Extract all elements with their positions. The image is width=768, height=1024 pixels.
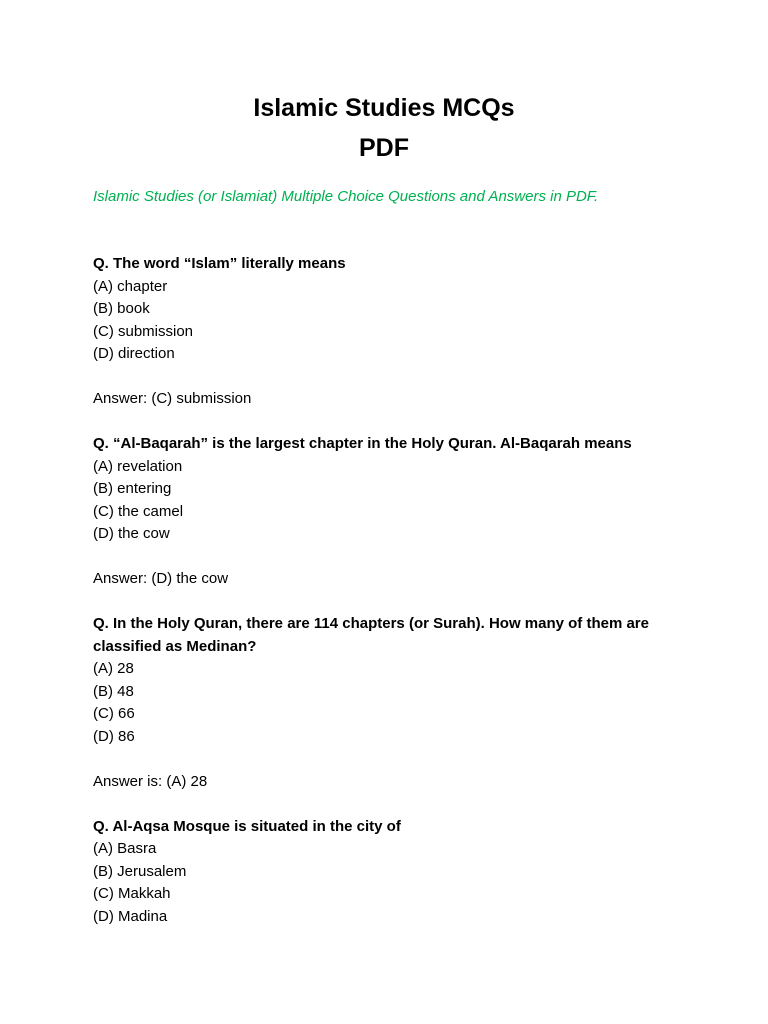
option-b: (B) Jerusalem xyxy=(93,862,187,880)
option-c: (C) submission xyxy=(93,322,194,340)
option-d: (D) Madina xyxy=(93,907,168,925)
option-c: (C) 66 xyxy=(93,705,135,722)
option-d: (D) direction xyxy=(93,345,175,362)
spacer xyxy=(93,793,683,816)
title-line-1: Islamic Studies MCQs xyxy=(253,94,515,122)
question-block xyxy=(93,253,683,433)
question-block xyxy=(93,613,683,816)
question-list xyxy=(93,253,683,928)
option-b: (B) entering xyxy=(93,480,172,497)
option-a: (A) Basra xyxy=(93,840,157,857)
option-a: (A) revelation xyxy=(93,457,183,475)
option-d: (D) 86 xyxy=(93,727,135,745)
answer-text: Answer: (D) the cow xyxy=(93,570,229,587)
question-text: Q. The word “Islam” literally means xyxy=(93,255,346,272)
title-line-2: PDF xyxy=(359,134,409,162)
option-d: (D) the cow xyxy=(93,525,170,542)
question-text: Q. Al-Aqsa Mosque is situated in the city of xyxy=(93,817,401,835)
option-b: (B) book xyxy=(93,300,150,317)
spacer xyxy=(93,591,683,614)
page-title xyxy=(0,88,768,168)
spacer xyxy=(93,546,683,569)
question-text: Q. In the Holy Quran, there are 114 chapters (or Surah). How many of them are classified as Medinan? xyxy=(93,615,649,655)
question-block xyxy=(93,816,683,929)
spacer xyxy=(93,748,683,771)
question-block xyxy=(93,433,683,613)
option-c: (C) the camel xyxy=(93,502,184,520)
page-subtitle: Islamic Studies (or Islamiat) Multiple Choice Questions and Answers in PDF. xyxy=(93,188,599,205)
answer-text: Answer is: (A) 28 xyxy=(93,772,208,790)
option-c: (C) Makkah xyxy=(93,885,171,902)
option-a: (A) chapter xyxy=(93,277,168,295)
option-a: (A) 28 xyxy=(93,660,134,677)
option-b: (B) 48 xyxy=(93,682,134,700)
answer-text: Answer: (C) submission xyxy=(93,390,252,407)
spacer xyxy=(93,366,683,389)
spacer xyxy=(93,411,683,434)
question-text: Q. “Al-Baqarah” is the largest chapter in the Holy Quran. Al-Baqarah means xyxy=(93,435,632,452)
